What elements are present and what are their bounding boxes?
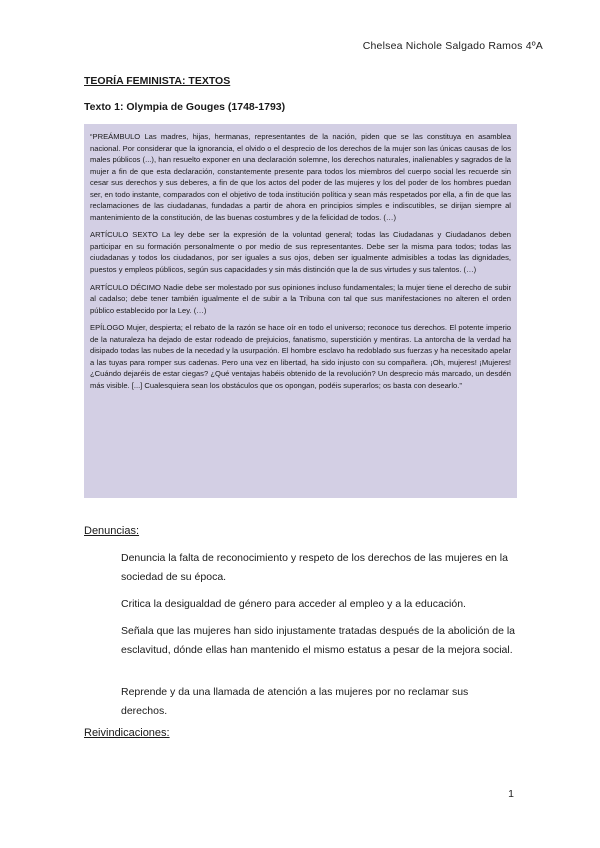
quote-articulo-sexto: ARTÍCULO SEXTO La ley debe ser la expresión de la voluntad general; todas las Ciudadanas y Ciudadanos deben participar en su formación personalmente o por medio de sus representantes. Debe ser la misma para todos; todas las ciudadanas y todos los ciudadanos, por ser iguales a sus ojos, deben ser igualmente admisibles a todas las dignidades, puestos y empleos públicos, según sus capacidades y sin más distinción que la de sus virtudes y sus talentos. (…): [90, 230, 511, 275]
reivindicaciones-heading: Reivindicaciones:: [84, 727, 170, 739]
author-name: Chelsea Nichole Salgado Ramos 4ºA: [362, 40, 543, 52]
quote-preambulo: “PREÁMBULO Las madres, hijas, hermanas, representantes de la nación, piden que se las constituya en asamblea nacional. Por considerar que la ignorancia, el olvido o el desprecio de los derechos de la mujer son las únicas causas de los males públicos (...), han resuelto exponer en una declaración solemne, los derechos naturales, inalienables y sagrados de la mujer a fin de que esta declaración, constantemente presente para todos los miembros del cuerpo social les recuerde sin cesar sus derechos y sus deberes, a fin de que los actos del poder de las mujeres y los del poder de los hombres puedan ser, en todo instante, comparados con el objetivo de toda institución política y sean más respetados por ella, a fin de que las reclamaciones de las ciudadanas, fundadas a partir de ahora en principios simples e indiscutibles, se dirijan siempre al mantenimiento de la constitución, de las buenas costumbres y de la felicidad de todos. (…): [90, 132, 511, 222]
denuncia-item: Reprende y da una llamada de atención a las mujeres por no reclamar sus derechos.: [121, 686, 469, 717]
denuncias-heading: Denuncias:: [84, 525, 140, 537]
denuncia-item: Señala que las mujeres han sido injustamente tratadas después de la abolición de la esclavitud, dónde ellas han mantenido el mismo estatus a pesar de la mejora social.: [121, 625, 516, 656]
document-title: TEORÍA FEMINISTA: TEXTOS: [84, 75, 231, 87]
denuncia-item: Denuncia la falta de reconocimiento y respeto de los derechos de las mujeres en la sociedad de su época.: [121, 552, 508, 583]
page-number: 1: [508, 788, 514, 800]
quote-epilogo: EPÍLOGO Mujer, despierta; el rebato de la razón se hace oír en todo el universo; reconoce tus derechos. El potente imperio de la naturaleza ha dejado de estar rodeado de prejuicios, fanatismo, superstición y mentiras. La antorcha de la verdad ha disipado todas las nubes de la necedad y la usurpación. El hombre esclavo ha redoblado sus fuerzas y ha necesitado apelar a las tuyas para romper sus cadenas. Pero una vez en libertad, ha sido injusto con su compañera. ¡Oh, mujeres! ¡Mujeres! ¿Cuándo dejaréis de estar ciegas? ¿Qué ventajas habéis obtenido de la revolución? Un desprecio más marcado, un desdén más visible. [...] Cualesquiera sean los obstáculos que os opongan, podéis superarlos; os basta con desearlo.”: [90, 323, 511, 390]
denuncia-item: Critica la desigualdad de género para acceder al empleo y a la educación.: [121, 598, 466, 610]
quote-box: [84, 124, 517, 498]
text-subtitle: Texto 1: Olympia de Gouges (1748-1793): [84, 101, 286, 113]
quote-articulo-decimo: ARTÍCULO DÉCIMO Nadie debe ser molestado por sus opiniones incluso fundamentales; la mujer tiene el derecho de subir al cadalso; debe tener también igualmente el de subir a la Tribuna con tal que sus manifestaciones no alteren el orden público establecido por la Ley. (…): [90, 282, 511, 315]
